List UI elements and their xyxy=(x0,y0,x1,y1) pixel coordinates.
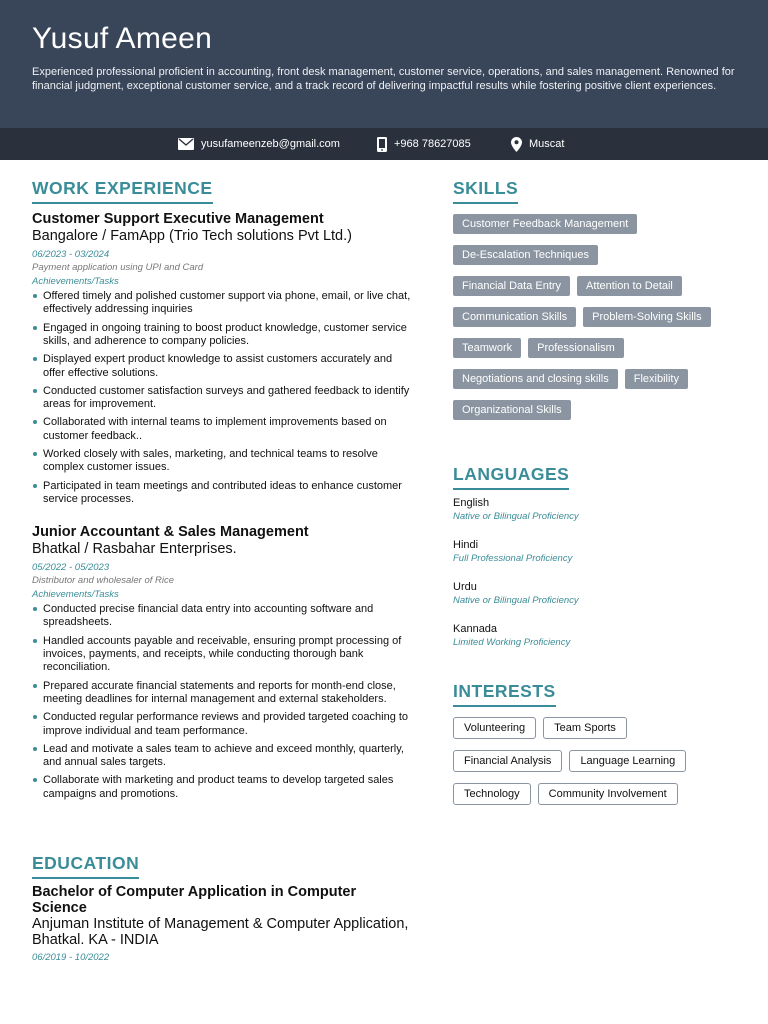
skill-tag: De-Escalation Techniques xyxy=(453,245,598,265)
language-item xyxy=(453,539,753,565)
list-item: Collaborated with internal teams to implement improvements based on customer feedback.. xyxy=(32,416,414,443)
interest-tag: Financial Analysis xyxy=(453,750,562,772)
list-item: Engaged in ongoing training to boost product knowledge, customer service skills, and adherence to company policies. xyxy=(32,322,414,349)
location-text: Muscat xyxy=(529,138,565,150)
phone-text: +968 78627085 xyxy=(394,138,471,150)
list-item: Prepared accurate financial statements and reports for month-end close, meeting deadlines for internal management and external stakeholders. xyxy=(32,680,414,707)
job-description: Payment application using UPI and Card xyxy=(32,262,204,273)
education-date: 06/2019 - 10/2022 xyxy=(32,952,110,963)
skill-tag: Attention to Detail xyxy=(577,276,682,296)
phone-icon xyxy=(377,137,387,152)
interest-tag: Community Involvement xyxy=(538,783,678,805)
location-pin-icon xyxy=(511,137,522,152)
list-item: Collaborate with marketing and product teams to develop targeted sales campaigns and promotions. xyxy=(32,774,414,801)
skill-tag: Professionalism xyxy=(528,338,624,358)
skill-tag: Financial Data Entry xyxy=(453,276,570,296)
envelope-icon xyxy=(178,138,194,150)
language-item xyxy=(453,623,753,649)
skill-tag: Problem-Solving Skills xyxy=(583,307,710,327)
contact-bar xyxy=(0,128,768,160)
contact-email[interactable] xyxy=(178,128,340,160)
email-text: yusufameenzeb@gmail.com xyxy=(201,138,340,150)
skill-tag: Customer Feedback Management xyxy=(453,214,637,234)
list-item: Handled accounts payable and receivable, ensuring prompt processing of invoices, payments, and receipts, while conducting thorough bank reconciliation. xyxy=(32,635,414,675)
job-company: Bangalore / FamApp (Trio Tech solutions Pvt Ltd.) xyxy=(32,228,352,244)
section-title-interests: INTERESTS xyxy=(453,681,556,707)
list-item: Conducted regular performance reviews and provided targeted coaching to improve individual and team performance. xyxy=(32,711,414,738)
list-item: Conducted precise financial data entry into accounting software and spreadsheets. xyxy=(32,603,414,630)
interests-list xyxy=(453,717,753,816)
candidate-name: Yusuf Ameen xyxy=(32,22,213,55)
language-level: Full Professional Proficiency xyxy=(453,553,573,564)
section-title-education: EDUCATION xyxy=(32,853,139,879)
language-name: Urdu xyxy=(453,581,477,593)
job-entry-1 xyxy=(32,211,414,511)
job-date: 05/2022 - 05/2023 xyxy=(32,562,110,573)
list-item: Offered timely and polished customer support via phone, email, or live chat, effectively addressing inquiries xyxy=(32,290,414,317)
job-entry-2 xyxy=(32,524,414,806)
job-title: Customer Support Executive Management xyxy=(32,211,324,227)
degree-title: Bachelor of Computer Application in Computer Science xyxy=(32,884,357,916)
skill-tag: Teamwork xyxy=(453,338,521,358)
language-level: Limited Working Proficiency xyxy=(453,637,571,648)
contact-phone[interactable] xyxy=(377,128,471,160)
profile-summary: Experienced professional proficient in accounting, front desk management, customer service, operations, and sales management. Renowned for financial judgment, exceptional customer service, and a track record of delivering impactful results while fostering positive client experiences. xyxy=(32,66,735,92)
list-item: Participated in team meetings and contributed ideas to enhance customer service processes. xyxy=(32,480,414,507)
list-item: Lead and motivate a sales team to achieve and exceed monthly, quarterly, and annual sales targets. xyxy=(32,743,414,770)
interest-tag: Language Learning xyxy=(569,750,686,772)
skill-tag: Negotiations and closing skills xyxy=(453,369,618,389)
language-name: English xyxy=(453,497,490,509)
skill-tag: Communication Skills xyxy=(453,307,576,327)
language-name: Hindi xyxy=(453,539,479,551)
job-company: Bhatkal / Rasbahar Enterprises. xyxy=(32,541,237,557)
skill-tag: Flexibility xyxy=(625,369,688,389)
languages-list xyxy=(453,497,753,665)
interest-tag: Technology xyxy=(453,783,531,805)
language-item xyxy=(453,581,753,607)
resume-header xyxy=(0,0,768,128)
language-level: Native or Bilingual Proficiency xyxy=(453,595,579,606)
job-title: Junior Accountant & Sales Management xyxy=(32,524,309,540)
education-entry xyxy=(32,884,414,963)
contact-location xyxy=(511,128,564,160)
achievements-label: Achievements/Tasks xyxy=(32,276,119,287)
job-date: 06/2023 - 03/2024 xyxy=(32,249,110,260)
section-title-skills: SKILLS xyxy=(453,178,518,204)
school-name: Anjuman Institute of Management & Computer Application, Bhatkal. KA - INDIA xyxy=(32,916,409,948)
language-level: Native or Bilingual Proficiency xyxy=(453,511,579,522)
section-title-work-experience: WORK EXPERIENCE xyxy=(32,178,213,204)
achievement-list xyxy=(32,290,414,506)
skills-list xyxy=(453,214,753,431)
list-item: Worked closely with sales, marketing, and technical teams to resolve complex customer issues. xyxy=(32,448,414,475)
list-item: Conducted customer satisfaction surveys and gathered feedback to identify areas for improvement. xyxy=(32,385,414,412)
job-description: Distributor and wholesaler of Rice xyxy=(32,575,175,586)
language-item xyxy=(453,497,753,523)
interest-tag: Volunteering xyxy=(453,717,536,739)
achievement-list xyxy=(32,603,414,801)
language-name: Kannada xyxy=(453,623,498,635)
interest-tag: Team Sports xyxy=(543,717,627,739)
achievements-label: Achievements/Tasks xyxy=(32,589,119,600)
section-title-languages: LANGUAGES xyxy=(453,464,569,490)
list-item: Displayed expert product knowledge to assist customers accurately and offer effective solutions. xyxy=(32,353,414,380)
skill-tag: Organizational Skills xyxy=(453,400,571,420)
